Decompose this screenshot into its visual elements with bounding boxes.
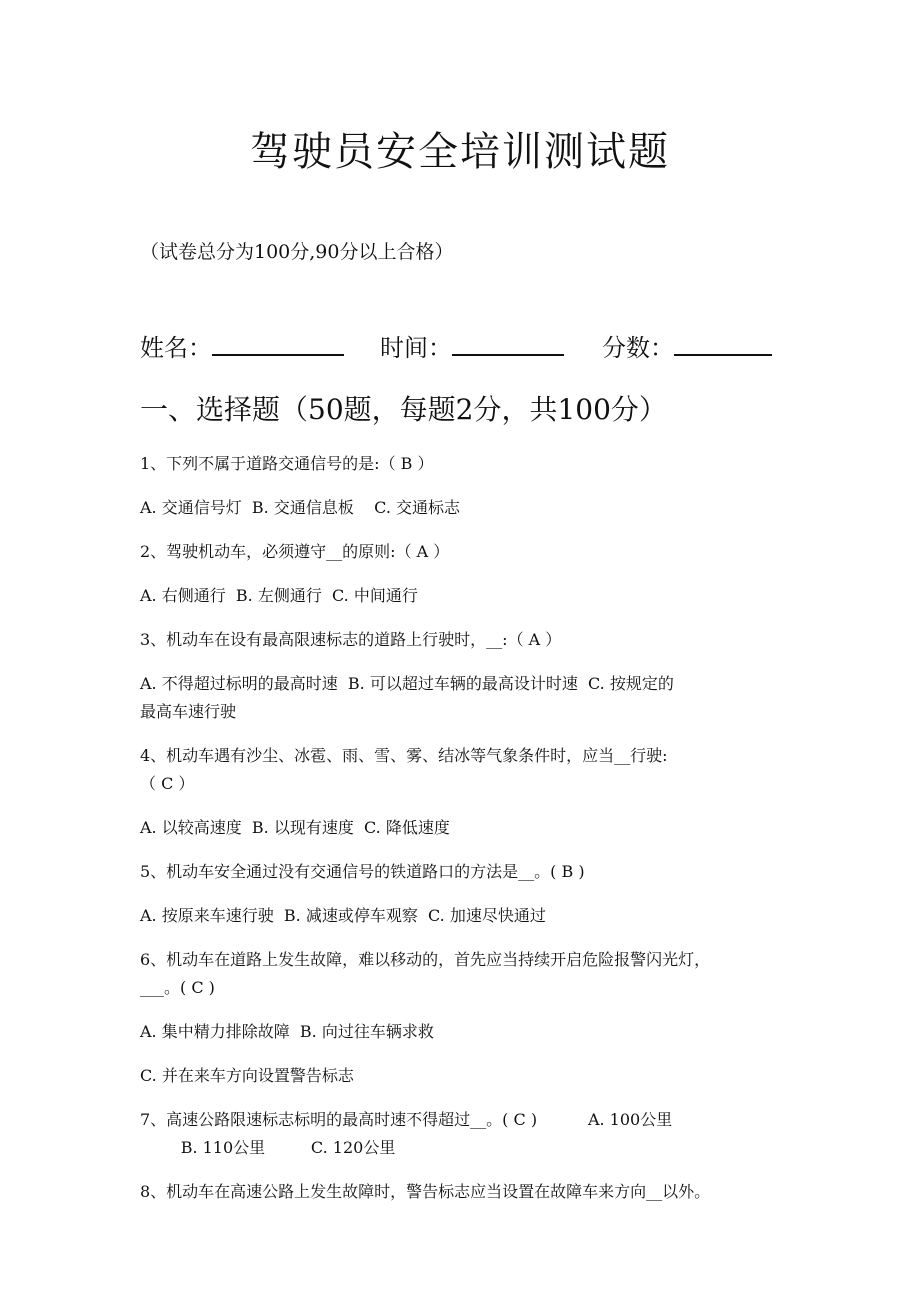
text-line: 2、驾驶机动车，必须遵守__的原则:（ A ） <box>140 542 450 561</box>
question-paragraph <box>140 858 820 886</box>
name-blank <box>212 328 344 356</box>
name-label: 姓名： <box>140 334 212 362</box>
paragraph-gap <box>140 1090 820 1106</box>
question-paragraph <box>140 582 820 610</box>
score-blank <box>674 328 772 356</box>
text-line: 7、高速公路限速标志标明的最高时速不得超过__。( C ) A. 100公里 <box>140 1110 673 1129</box>
text-line: 5、机动车安全通过没有交通信号的铁道路口的方法是__。( B ) <box>140 862 585 881</box>
question-paragraph <box>140 450 820 478</box>
text-line: 6、机动车在道路上发生故障，难以移动的，首先应当持续开启危险报警闪光灯， <box>140 950 711 969</box>
text-line: 最高车速行驶 <box>140 702 237 721</box>
text-line: ___。( C ) <box>140 978 215 997</box>
section-heading: 一、选择题（50题，每题2分，共100分） <box>140 393 667 426</box>
name-field <box>140 328 380 363</box>
paragraph-gap <box>140 930 820 946</box>
text-line: A. 集中精力排除故障 B. 向过往车辆求救 <box>140 1022 434 1041</box>
paragraph-gap <box>140 842 820 858</box>
question-paragraph <box>140 946 820 1002</box>
student-info-row <box>140 328 790 363</box>
question-paragraph <box>140 1178 820 1206</box>
paragraph-gap <box>140 1162 820 1178</box>
text-line: 4、机动车遇有沙尘、冰雹、雨、雪、雾、结冰等气象条件时，应当__行驶: <box>140 746 668 765</box>
paragraph-gap <box>140 566 820 582</box>
paragraph-gap <box>140 1046 820 1062</box>
page-title: 驾驶员安全培训测试题 <box>250 129 670 175</box>
text-line: A. 按原来车速行驶 B. 减速或停车观察 C. 加速尽快通过 <box>140 906 546 925</box>
question-paragraph <box>140 1062 820 1090</box>
paragraph-gap <box>140 726 820 742</box>
time-field <box>380 328 602 363</box>
question-paragraph <box>140 902 820 930</box>
question-list <box>140 450 820 1206</box>
question-paragraph <box>140 670 820 726</box>
question-paragraph <box>140 814 820 842</box>
text-line: A. 不得超过标明的最高时速 B. 可以超过车辆的最高设计时速 C. 按规定的 <box>140 674 674 693</box>
text-line: 8、机动车在高速公路上发生故障时，警告标志应当设置在故障车来方向__以外。 <box>140 1182 711 1201</box>
text-line: C. 并在来车方向设置警告标志 <box>140 1066 354 1085</box>
paragraph-gap <box>140 1002 820 1018</box>
paragraph-gap <box>140 610 820 626</box>
question-paragraph <box>140 538 820 566</box>
question-paragraph <box>140 1018 820 1046</box>
text-line: A. 以较高速度 B. 以现有速度 C. 降低速度 <box>140 818 450 837</box>
text-line: （ C ） <box>140 774 195 793</box>
question-paragraph <box>140 626 820 654</box>
paragraph-gap <box>140 522 820 538</box>
text-line: 3、机动车在设有最高限速标志的道路上行驶时，__:（ A ） <box>140 630 562 649</box>
question-paragraph <box>140 1106 820 1162</box>
question-paragraph <box>140 494 820 522</box>
text-line: A. 右侧通行 B. 左侧通行 C. 中间通行 <box>140 586 418 605</box>
score-label: 分数： <box>602 334 674 362</box>
text-line: B. 110公里 C. 120公里 <box>140 1138 396 1157</box>
time-blank <box>452 328 564 356</box>
question-paragraph <box>140 742 820 798</box>
text-line: 1、下列不属于道路交通信号的是:（ B ） <box>140 454 434 473</box>
score-note: （试卷总分为100分,90分以上合格） <box>140 241 454 263</box>
paragraph-gap <box>140 478 820 494</box>
paragraph-gap <box>140 654 820 670</box>
time-label: 时间： <box>380 334 452 362</box>
paragraph-gap <box>140 886 820 902</box>
paragraph-gap <box>140 798 820 814</box>
text-line: A. 交通信号灯 B. 交通信息板 C. 交通标志 <box>140 498 461 517</box>
score-field <box>602 328 772 363</box>
